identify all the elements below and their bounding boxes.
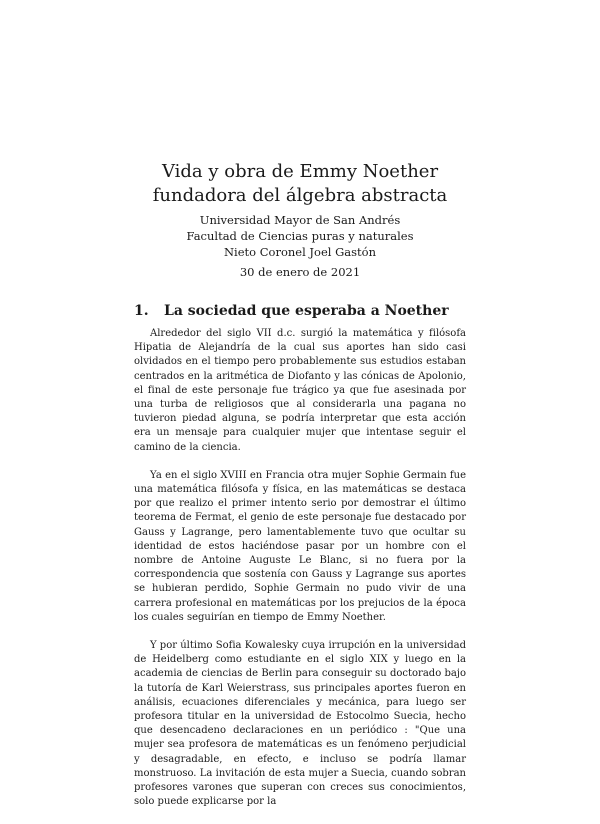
title-line-1: Vida y obra de Emmy Noether [161,161,439,182]
title-line-2: fundadora del álgebra abstracta [152,185,448,206]
section-body [134,327,466,824]
paragraph-1: Alrededor del siglo VII d.c. surgió la matemática y filósofa Hipatia de Alejandría de la cual sus aportes han sido casi olvidados en el tiempo pero probablemente sus estudios estaban centrados en la aritmética de Diofanto y las cónicas de Apolonio, el final de este personaje fue trágico ya que fue asesinada por una turba de religiosos que al considerarla una pagana no tuvieron piedad alguna, se podría interpretar que esta acción era un mensaje para cualquier mujer que intentase seguir el camino de la ciencia. [134,328,466,453]
paragraph-3: Y por último Sofia Kowalesky cuya irrupción en la universidad de Heidelberg como estudiante en el siglo XIX y luego en la academia de ciencias de Berlin para conseguir su doctorado bajo la tutoría de Karl Weierstrass, sus principales aportes fueron en análisis, ecuaciones diferenciales y mecánica, para luego ser profesora titular en la universidad de Estocolmo Suecia, hecho que desencadeno declaraciones en un periódico : "Que una mujer sea profesora de matemáticas es un fenómeno perjudicial y desagradable, en efecto, e incluso se podría llamar monstruoso. La invitación de esta mujer a Suecia, cuando sobran profesores varones que superan con creces sus conocimientos, solo puede explicarse por la [134,640,466,808]
faculty: Facultad de Ciencias puras y naturales [186,229,414,243]
section-title: La sociedad que esperaba a Noether [164,303,449,319]
paper-date: 30 de enero de 2021 [239,265,361,279]
paper-title [0,160,600,208]
author-name: Nieto Coronel Joel Gastón [223,245,376,259]
section-number: 1. [134,303,149,319]
university: Universidad Mayor de San Andrés [199,213,401,227]
author-block [0,212,600,260]
section-heading [134,302,449,320]
paragraph-2: Ya en el siglo XVIII en Francia otra mujer Sophie Germain fue una matemática filósofa y física, en las matemáticas se destaca por que realizo el primer intento serio por demostrar el último teorema de Fermat, el genio de este personaje fue destacado por Gauss y Lagrange, pero lamentablemente tuvo que ocultar su identidad de estos haciéndose pasar por un hombre con el nombre de Antoine Auguste Le Blanc, si no fuera por la correspondencia que sostenía con Gauss y Lagrange sus aportes se hubieran perdido, Sophie Germain no pudo vivir de una carrera profesional en matemáticas por los prejucios de la época los cuales seguirían en tiempo de Emmy Noether. [134,469,466,623]
